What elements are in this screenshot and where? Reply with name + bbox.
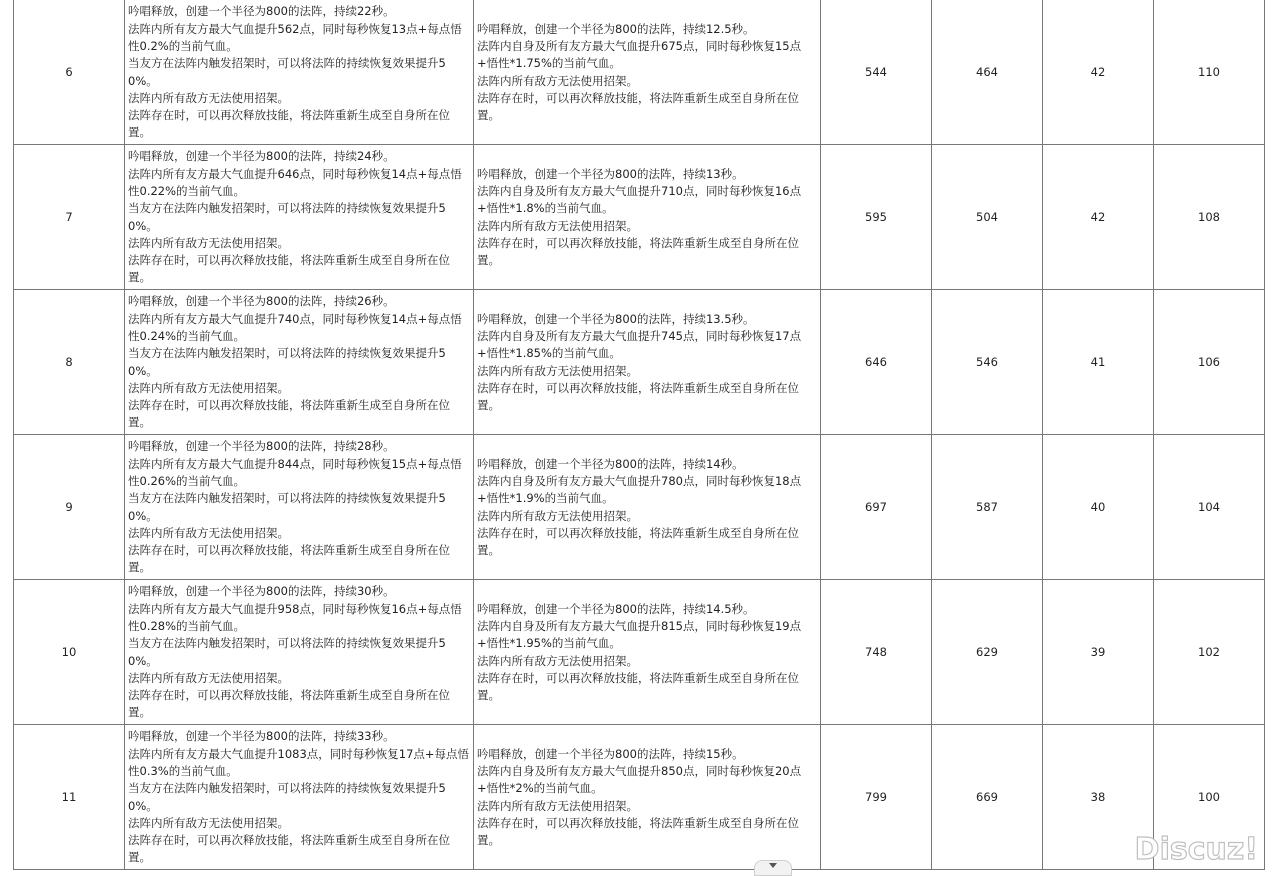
level-cell: 11 — [14, 725, 125, 870]
description-line: 当友方在法阵内触发招架时，可以将法阵的持续恢复效果提升50%。 — [128, 491, 446, 523]
description-line: 吟唱释放，创建一个半径为800的法阵，持续13.5秒。 — [477, 311, 755, 326]
value-cell-3: 41 — [1043, 290, 1154, 435]
description-line: 法阵内所有敌方无法使用招架。 — [477, 798, 638, 813]
value-cell-3: 38 — [1043, 725, 1154, 870]
level-cell: 7 — [14, 145, 125, 290]
description-line: 法阵内所有友方最大气血提升562点，同时每秒恢复13点+每点悟性0.2%的当前气血。 — [128, 21, 462, 53]
description-text — [474, 165, 820, 270]
table-body — [14, 0, 1265, 870]
discuz-watermark: Discuz! — [1134, 832, 1258, 867]
description-line: 法阵存在时，可以再次释放技能，将法阵重新生成至自身所在位置。 — [128, 543, 450, 575]
level-cell: 6 — [14, 0, 125, 145]
description-line: 法阵存在时，可以再次释放技能，将法阵重新生成至自身所在位置。 — [128, 688, 450, 720]
description-line: 法阵内所有敌方无法使用招架。 — [128, 670, 289, 685]
description-line: 法阵内自身及所有友方最大气血提升780点，同时每秒恢复18点+悟性*1.9%的当前气血。 — [477, 473, 802, 506]
effect-description-cell — [125, 290, 474, 435]
description-line: 法阵存在时，可以再次释放技能，将法阵重新生成至自身所在位置。 — [477, 235, 799, 268]
effect-description-cell — [125, 435, 474, 580]
description-text — [474, 310, 820, 415]
value-cell-4: 108 — [1154, 145, 1265, 290]
value-cell-1: 595 — [821, 145, 932, 290]
value-cell-1: 544 — [821, 0, 932, 145]
description-line: 法阵内自身及所有友方最大气血提升675点，同时每秒恢复15点+悟性*1.75%的当前气血。 — [477, 38, 802, 71]
alt-effect-description-cell — [474, 725, 821, 870]
description-line: 法阵存在时，可以再次释放技能，将法阵重新生成至自身所在位置。 — [128, 398, 450, 430]
value-cell-3: 42 — [1043, 145, 1154, 290]
description-line: 法阵内所有敌方无法使用招架。 — [128, 815, 289, 830]
description-line: 法阵内所有友方最大气血提升740点，同时每秒恢复14点+每点悟性0.24%的当前气血。 — [128, 311, 462, 343]
description-line: 当友方在法阵内触发招架时，可以将法阵的持续恢复效果提升50%。 — [128, 201, 446, 233]
description-line: 法阵内自身及所有友方最大气血提升745点，同时每秒恢复17点+悟性*1.85%的当前气血。 — [477, 328, 802, 361]
table-row — [14, 725, 1265, 870]
description-line: 法阵内自身及所有友方最大气血提升815点，同时每秒恢复19点+悟性*1.95%的当前气血。 — [477, 618, 802, 651]
value-cell-1: 799 — [821, 725, 932, 870]
alt-effect-description-cell — [474, 290, 821, 435]
description-text — [474, 745, 820, 850]
value-cell-1: 748 — [821, 580, 932, 725]
description-line: 法阵内所有敌方无法使用招架。 — [477, 508, 638, 523]
description-line: 法阵存在时，可以再次释放技能，将法阵重新生成至自身所在位置。 — [128, 833, 450, 865]
table-row — [14, 145, 1265, 290]
description-line: 当友方在法阵内触发招架时，可以将法阵的持续恢复效果提升50%。 — [128, 636, 446, 668]
description-line: 吟唱释放，创建一个半径为800的法阵，持续33秒。 — [128, 729, 395, 744]
level-cell: 9 — [14, 435, 125, 580]
description-line: 吟唱释放，创建一个半径为800的法阵，持续12.5秒。 — [477, 21, 755, 36]
value-cell-4: 106 — [1154, 290, 1265, 435]
skill-level-table — [13, 0, 1265, 870]
table-row — [14, 0, 1265, 145]
alt-effect-description-cell — [474, 0, 821, 145]
description-line: 法阵内所有敌方无法使用招架。 — [128, 380, 289, 395]
description-line: 吟唱释放，创建一个半径为800的法阵，持续14.5秒。 — [477, 601, 755, 616]
description-line: 吟唱释放，创建一个半径为800的法阵，持续30秒。 — [128, 584, 395, 599]
description-line: 吟唱释放，创建一个半径为800的法阵，持续22秒。 — [128, 4, 395, 19]
value-cell-1: 646 — [821, 290, 932, 435]
description-line: 吟唱释放，创建一个半径为800的法阵，持续13秒。 — [477, 166, 744, 181]
description-line: 法阵内所有敌方无法使用招架。 — [128, 90, 289, 105]
description-line: 法阵内所有敌方无法使用招架。 — [128, 525, 289, 540]
value-cell-4: 100 — [1154, 725, 1265, 870]
description-line: 吟唱释放，创建一个半径为800的法阵，持续28秒。 — [128, 439, 395, 454]
description-text — [125, 437, 473, 576]
value-cell-2: 587 — [932, 435, 1043, 580]
value-cell-3: 40 — [1043, 435, 1154, 580]
description-line: 法阵内所有敌方无法使用招架。 — [477, 363, 638, 378]
value-cell-4: 104 — [1154, 435, 1265, 580]
description-line: 法阵内所有敌方无法使用招架。 — [128, 235, 289, 250]
description-line: 吟唱释放，创建一个半径为800的法阵，持续26秒。 — [128, 294, 395, 309]
description-line: 法阵内自身及所有友方最大气血提升850点，同时每秒恢复20点+悟性*2%的当前气血。 — [477, 763, 802, 796]
description-line: 当友方在法阵内触发招架时，可以将法阵的持续恢复效果提升50%。 — [128, 56, 446, 88]
value-cell-1: 697 — [821, 435, 932, 580]
description-line: 法阵内自身及所有友方最大气血提升710点，同时每秒恢复16点+悟性*1.8%的当前气血。 — [477, 183, 802, 216]
description-line: 法阵存在时，可以再次释放技能，将法阵重新生成至自身所在位置。 — [477, 90, 799, 123]
collapse-toggle-button[interactable] — [754, 860, 792, 876]
description-text — [125, 147, 473, 286]
description-line: 法阵存在时，可以再次释放技能，将法阵重新生成至自身所在位置。 — [477, 380, 799, 413]
effect-description-cell — [125, 725, 474, 870]
description-line: 当友方在法阵内触发招架时，可以将法阵的持续恢复效果提升50%。 — [128, 781, 446, 813]
alt-effect-description-cell — [474, 435, 821, 580]
table-row — [14, 580, 1265, 725]
table-row — [14, 435, 1265, 580]
description-line: 吟唱释放，创建一个半径为800的法阵，持续15秒。 — [477, 746, 744, 761]
description-text — [474, 20, 820, 125]
chevron-down-icon — [769, 863, 777, 868]
description-text — [125, 292, 473, 431]
level-cell: 8 — [14, 290, 125, 435]
description-line: 法阵内所有敌方无法使用招架。 — [477, 653, 638, 668]
alt-effect-description-cell — [474, 580, 821, 725]
value-cell-2: 546 — [932, 290, 1043, 435]
description-line: 当友方在法阵内触发招架时，可以将法阵的持续恢复效果提升50%。 — [128, 346, 446, 378]
value-cell-4: 102 — [1154, 580, 1265, 725]
description-line: 法阵存在时，可以再次释放技能，将法阵重新生成至自身所在位置。 — [477, 670, 799, 703]
value-cell-2: 464 — [932, 0, 1043, 145]
description-text — [125, 727, 473, 866]
description-line: 吟唱释放，创建一个半径为800的法阵，持续14秒。 — [477, 456, 744, 471]
effect-description-cell — [125, 0, 474, 145]
description-text — [125, 2, 473, 141]
description-text — [125, 582, 473, 721]
description-line: 法阵存在时，可以再次释放技能，将法阵重新生成至自身所在位置。 — [128, 108, 450, 140]
description-line: 吟唱释放，创建一个半径为800的法阵，持续24秒。 — [128, 149, 395, 164]
description-line: 法阵存在时，可以再次释放技能，将法阵重新生成至自身所在位置。 — [477, 815, 799, 848]
description-line: 法阵内所有敌方无法使用招架。 — [477, 73, 638, 88]
description-line: 法阵存在时，可以再次释放技能，将法阵重新生成至自身所在位置。 — [477, 525, 799, 558]
description-line: 法阵内所有友方最大气血提升646点，同时每秒恢复14点+每点悟性0.22%的当前气血。 — [128, 166, 462, 198]
value-cell-2: 669 — [932, 725, 1043, 870]
value-cell-2: 504 — [932, 145, 1043, 290]
description-line: 法阵内所有友方最大气血提升844点，同时每秒恢复15点+每点悟性0.26%的当前气血。 — [128, 456, 462, 488]
description-text — [474, 455, 820, 560]
level-cell: 10 — [14, 580, 125, 725]
description-line: 法阵内所有敌方无法使用招架。 — [477, 218, 638, 233]
value-cell-3: 42 — [1043, 0, 1154, 145]
description-line: 法阵内所有友方最大气血提升958点，同时每秒恢复16点+每点悟性0.28%的当前气血。 — [128, 601, 462, 633]
value-cell-2: 629 — [932, 580, 1043, 725]
table-row — [14, 290, 1265, 435]
alt-effect-description-cell — [474, 145, 821, 290]
effect-description-cell — [125, 145, 474, 290]
description-text — [474, 600, 820, 705]
description-line: 法阵内所有友方最大气血提升1083点，同时每秒恢复17点+每点悟性0.3%的当前气血。 — [128, 746, 470, 778]
description-line: 法阵存在时，可以再次释放技能，将法阵重新生成至自身所在位置。 — [128, 253, 450, 285]
value-cell-4: 110 — [1154, 0, 1265, 145]
value-cell-3: 39 — [1043, 580, 1154, 725]
effect-description-cell — [125, 580, 474, 725]
